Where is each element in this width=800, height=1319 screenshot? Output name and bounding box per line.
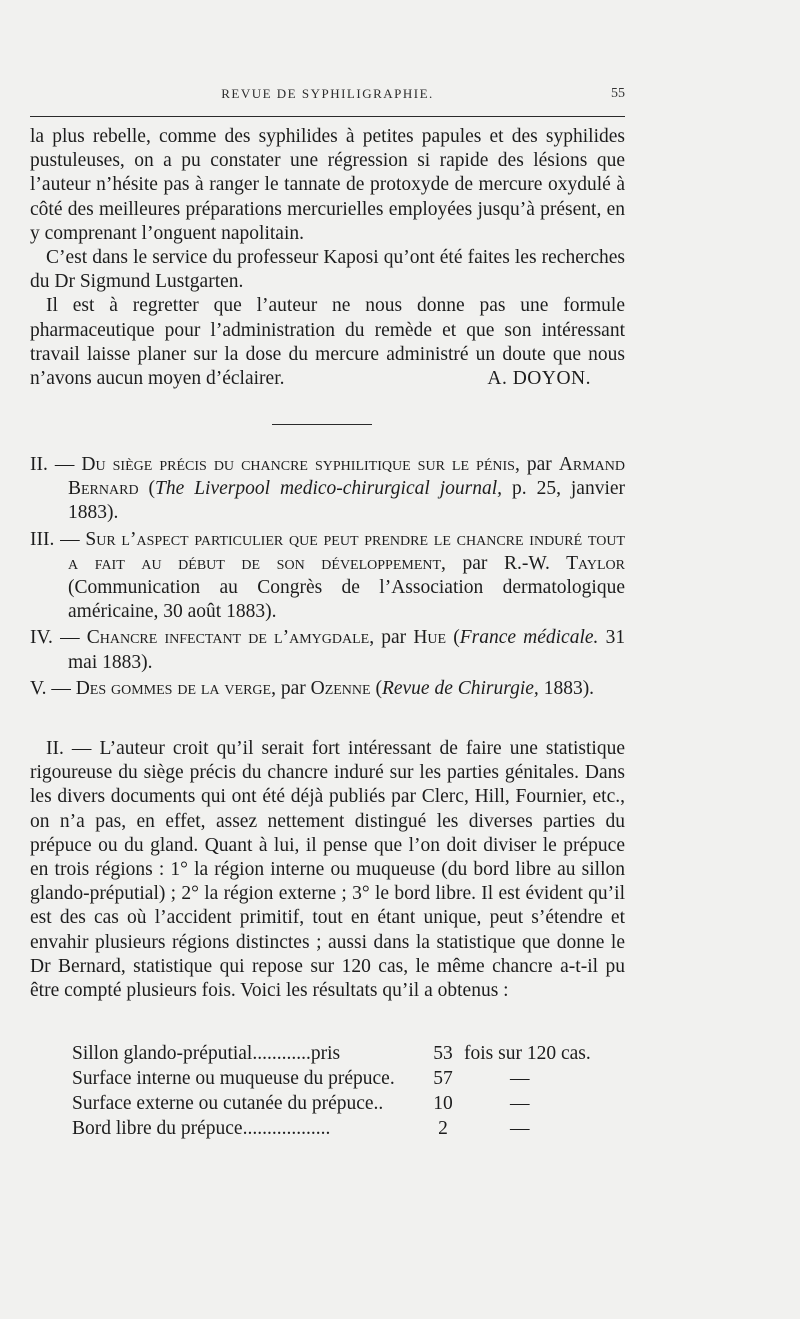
row-value: 2 <box>438 1118 448 1139</box>
table-row <box>72 1041 632 1066</box>
row-value: 53 <box>433 1043 453 1064</box>
reference-by: par <box>462 552 488 574</box>
reference-number: IV. — <box>30 627 80 649</box>
row-tail: fois sur 120 cas. <box>464 1043 591 1064</box>
reference-source: The Liverpool medico-chirurgical journal, <box>155 478 503 500</box>
reference-list <box>30 453 625 701</box>
row-tail: — <box>510 1068 530 1089</box>
reference-iii <box>30 528 625 625</box>
reference-detail: 31 mai 1883). <box>68 627 626 673</box>
reference-detail: 1883). <box>543 677 595 699</box>
row-label: Surface interne ou muqueuse du prépuce. <box>72 1068 395 1089</box>
reference-title: Des gommes de la verge, <box>75 677 276 699</box>
author-signature: A. DOYON. <box>487 368 591 390</box>
reference-author: Hue <box>413 627 447 649</box>
intro-paragraph-3 <box>30 294 625 391</box>
reference-author: Ozenne <box>310 677 371 699</box>
review-ii-body <box>30 737 625 1003</box>
row-value: 57 <box>433 1068 453 1089</box>
reference-by: par <box>280 677 306 699</box>
review-continuation <box>30 125 625 391</box>
table-row <box>72 1066 632 1091</box>
reference-by: par <box>381 627 407 649</box>
intro-paragraph-2: C’est dans le service du professeur Kaposi qu’ont été faites les recherches du Dr Sigmund Lustgarten. <box>30 247 625 293</box>
row-tail: — <box>510 1118 530 1139</box>
reference-number: V. — <box>30 677 71 699</box>
page-number: 55 <box>611 86 625 101</box>
reference-source: Revue de Chirurgie, <box>381 677 539 699</box>
reference-v: V. — Des gommes de la verge, par Ozenne (Revue de Chirurgie, 1883). <box>30 677 595 699</box>
reference-title: Chancre infectant de l’amygdale, <box>86 627 375 649</box>
header-rule <box>30 116 625 117</box>
reference-by: par <box>526 454 552 475</box>
intro-paragraph-3-text: Il est à regretter que l’auteur ne nous donne pas une formule pharmaceutique pour l’administration du remède et que son intéressant travail laisse planer sur la dose du mercure administré un doute que nous n’avons aucun moyen d’éclairer. <box>30 295 625 390</box>
intro-paragraph-1: la plus rebelle, comme des syphilides à petites papules et des syphilides pustuleuses, on a pu constater une régression si rapide des lésions que l’auteur n’hésite pas à ranger le tannate de protoxyde de mercure oxydulé à côté des meilleures préparations mercurielles employées jusqu’à présent, en y comprenant l’onguent napolitain. <box>30 126 625 244</box>
reference-detail: p. 25, janvier 1883). <box>68 478 626 524</box>
reference-iv: IV. — Chancre infectant de l’amygdale, par Hue (France médicale. 31 mai 1883). <box>30 627 626 673</box>
reference-source: France médicale. <box>459 627 599 649</box>
table-row <box>72 1091 632 1116</box>
row-label: Bord libre du prépuce.................. <box>72 1118 331 1139</box>
table-row <box>72 1116 632 1141</box>
reference-number: II. — <box>30 454 75 475</box>
reference-number: III. — <box>30 528 80 550</box>
running-title: REVUE DE SYPHILIGRAPHIE. <box>221 86 434 101</box>
reference-author: R.-W. Taylor <box>504 552 625 574</box>
body-paragraph: II. — L’auteur croit qu’il serait fort intéressant de faire une statistique rigoureuse du siège précis du chancre induré sur les parties génitales. Dans les divers documents qui ont été déjà publiés par Clerc, Hill, Fournier, etc., on n’a pas, en effet, assez nettement distingué les diverses parties du prépuce ou du gland. Quant à lui, il pense que l’on doit diviser le prépuce en trois régions : 1° la région interne ou muqueuse (du bord libre au sillon glando-préputial) ; 2° la région externe ; 3° le bord libre. Il est évident qu’il est des cas où l’accident primitif, tout en étant unique, peut s’étendre et envahir plusieurs régions distinctes ; aussi dans la statistique que donne le Dr Bernard, statistique qui repose sur 120 cas, le même chancre a-t-il pu être compté plusieurs fois. Voici les résultats qu’il a obtenus : <box>30 738 625 1002</box>
row-value: 10 <box>433 1093 453 1114</box>
statistics-table <box>72 1041 632 1141</box>
row-label: Surface externe ou cutanée du prépuce.. <box>72 1093 384 1114</box>
row-label: Sillon glando-préputial............pris <box>72 1043 341 1064</box>
reference-title: Du siège précis du chancre syphilitique sur le pénis, <box>81 454 520 475</box>
reference-title: Sur l’aspect particulier que peut prendre le chancre induré tout a fait au début de son développement, <box>68 528 625 574</box>
section-divider <box>272 424 372 425</box>
reference-ii: II. — Du siège précis du chancre syphilitique sur le pénis, par Armand Bernard (The Liverpool medico-chirurgical journal, p. 25, janvier 1883). <box>30 454 626 524</box>
row-tail: — <box>510 1093 530 1114</box>
reference-detail: (Communication au Congrès de l’Association dermatologique américaine, 30 août 1883). <box>68 577 625 623</box>
reference-author: Armand Bernard <box>68 454 626 500</box>
page-header <box>30 86 625 110</box>
